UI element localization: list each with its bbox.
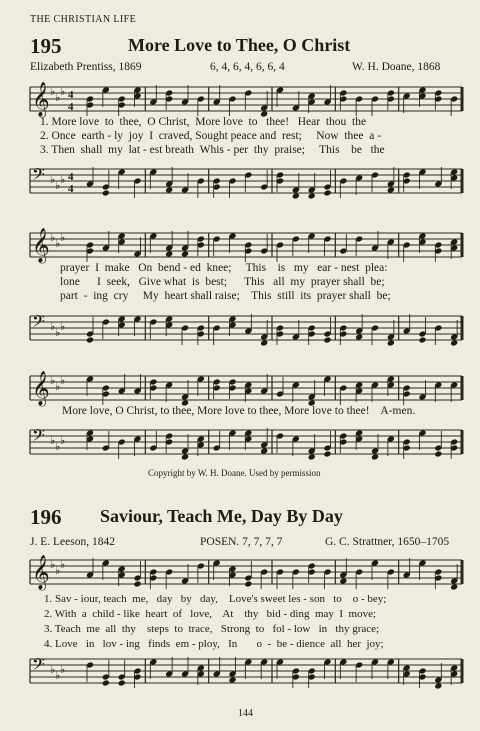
treble-clef-icon: 𝄞 bbox=[32, 371, 50, 406]
flat-icon: ♭ bbox=[50, 173, 56, 186]
lyric-line: 2. With a child - like heart of love, At thy bid - ding may I move; bbox=[44, 608, 377, 620]
hymn-author: Elizabeth Prentiss, 1869 bbox=[30, 61, 142, 73]
flat-icon: ♭ bbox=[55, 440, 61, 453]
lyric-line: 1. Sav - iour, teach me, day by day, Love's sweet les - son to o - bey; bbox=[44, 593, 387, 605]
note-head bbox=[323, 189, 331, 196]
flat-icon: ♭ bbox=[60, 173, 66, 186]
note-head bbox=[260, 339, 268, 346]
note-head bbox=[165, 250, 173, 257]
note-head bbox=[133, 580, 141, 587]
lyric-line: prayer I make On bend - ed knee; This is my ear - nest plea: bbox=[60, 262, 388, 274]
page-number: 144 bbox=[238, 708, 253, 719]
note-head bbox=[450, 583, 458, 590]
note-head bbox=[181, 453, 189, 460]
bass-clef-icon: 𝄢 bbox=[32, 425, 45, 449]
flat-icon: ♭ bbox=[60, 663, 66, 676]
lyric-line: part - ing cry My heart shall raise; This still its prayer shall be; bbox=[60, 290, 391, 302]
time-signature-bottom: 4 bbox=[68, 183, 74, 195]
treble-clef-icon: 𝄞 bbox=[32, 228, 50, 263]
hymn-meter: 6, 4, 6, 4, 6, 6, 4 bbox=[210, 61, 285, 73]
flat-icon: ♭ bbox=[60, 434, 66, 447]
lyric-line: 2. Once earth - ly joy I craved, Sought peace and rest; Now thee a - bbox=[40, 130, 382, 142]
lyric-line: 4. Love in lov - ing finds em - ploy, In o - be - dience all her joy; bbox=[44, 638, 384, 650]
flat-icon: ♭ bbox=[50, 434, 56, 447]
bass-staff bbox=[0, 312, 480, 352]
flat-icon: ♭ bbox=[55, 237, 61, 250]
hymn-number: 196 bbox=[30, 505, 62, 529]
note-head bbox=[387, 186, 395, 193]
flat-icon: ♭ bbox=[55, 91, 61, 104]
flat-icon: ♭ bbox=[55, 179, 61, 192]
flat-icon: ♭ bbox=[50, 663, 56, 676]
flat-icon: ♭ bbox=[50, 374, 56, 387]
note-head bbox=[260, 447, 268, 454]
note-head bbox=[118, 679, 126, 686]
flat-icon: ♭ bbox=[50, 85, 56, 98]
note-head bbox=[308, 192, 316, 199]
flat-icon: ♭ bbox=[60, 231, 66, 244]
flat-icon: ♭ bbox=[55, 669, 61, 682]
note-head bbox=[434, 682, 442, 689]
hymn-author: J. E. Leeson, 1842 bbox=[30, 536, 115, 548]
bass-clef-icon: 𝄢 bbox=[32, 311, 45, 335]
note-head bbox=[165, 186, 173, 193]
hymn-tune: POSEN. 7, 7, 7, 7 bbox=[200, 536, 283, 548]
time-signature-top: 4 bbox=[68, 89, 74, 101]
bass-staff bbox=[0, 655, 480, 695]
note-head bbox=[244, 580, 252, 587]
note-head bbox=[371, 453, 379, 460]
hymn-number: 195 bbox=[30, 34, 62, 58]
note-head bbox=[450, 339, 458, 346]
bass-clef-icon: 𝄢 bbox=[32, 164, 45, 188]
time-signature-top: 4 bbox=[68, 171, 74, 183]
note-head bbox=[434, 450, 442, 457]
note-head bbox=[387, 339, 395, 346]
note-head bbox=[355, 333, 363, 340]
time-signature-bottom: 4 bbox=[68, 101, 74, 113]
note-head bbox=[181, 250, 189, 257]
treble-clef-icon: 𝄞 bbox=[32, 555, 50, 590]
bass-staff bbox=[0, 426, 480, 466]
hymn-composer: G. C. Strattner, 1650–1705 bbox=[325, 536, 450, 548]
note-head bbox=[228, 676, 236, 683]
bass-clef-icon: 𝄢 bbox=[32, 654, 45, 678]
note-head bbox=[323, 336, 331, 343]
hymn-composer: W. H. Doane, 1868 bbox=[352, 61, 441, 73]
flat-icon: ♭ bbox=[55, 380, 61, 393]
treble-staff bbox=[0, 556, 480, 596]
note-head bbox=[323, 450, 331, 457]
flat-icon: ♭ bbox=[60, 558, 66, 571]
note-head bbox=[292, 192, 300, 199]
lyric-line: 3. Teach me all thy steps to trace, Strong to fol - low in thy grace; bbox=[44, 623, 380, 635]
lyric-line: 3. Then shall my lat - est breath Whis - per thy praise; This be the bbox=[40, 144, 385, 156]
flat-icon: ♭ bbox=[60, 85, 66, 98]
lyric-line: 1. More love to thee, O Christ, More love to thee! Hear thou the bbox=[40, 116, 367, 128]
flat-icon: ♭ bbox=[55, 564, 61, 577]
refrain-line: More love, O Christ, to thee, More love to thee, More love to thee! A-men. bbox=[62, 405, 416, 417]
hymn-title: More Love to Thee, O Christ bbox=[128, 35, 351, 55]
bass-staff bbox=[0, 165, 480, 205]
flat-icon: ♭ bbox=[50, 320, 56, 333]
note-head bbox=[86, 336, 94, 343]
flat-icon: ♭ bbox=[50, 231, 56, 244]
note-head bbox=[339, 577, 347, 584]
flat-icon: ♭ bbox=[60, 320, 66, 333]
hymn-title: Saviour, Teach Me, Day By Day bbox=[100, 506, 343, 526]
flat-icon: ♭ bbox=[60, 374, 66, 387]
flat-icon: ♭ bbox=[55, 326, 61, 339]
treble-clef-icon: 𝄞 bbox=[32, 82, 50, 117]
section-heading: THE CHRISTIAN LIFE bbox=[30, 14, 137, 25]
lyric-line: lone I seek, Give what is best; This all my prayer shall be; bbox=[60, 276, 385, 288]
copyright-notice: Copyright by W. H. Doane. Used by permission bbox=[148, 468, 321, 478]
note-head bbox=[308, 453, 316, 460]
note-head bbox=[102, 679, 110, 686]
flat-icon: ♭ bbox=[50, 558, 56, 571]
note-head bbox=[418, 336, 426, 343]
note-head bbox=[102, 189, 110, 196]
